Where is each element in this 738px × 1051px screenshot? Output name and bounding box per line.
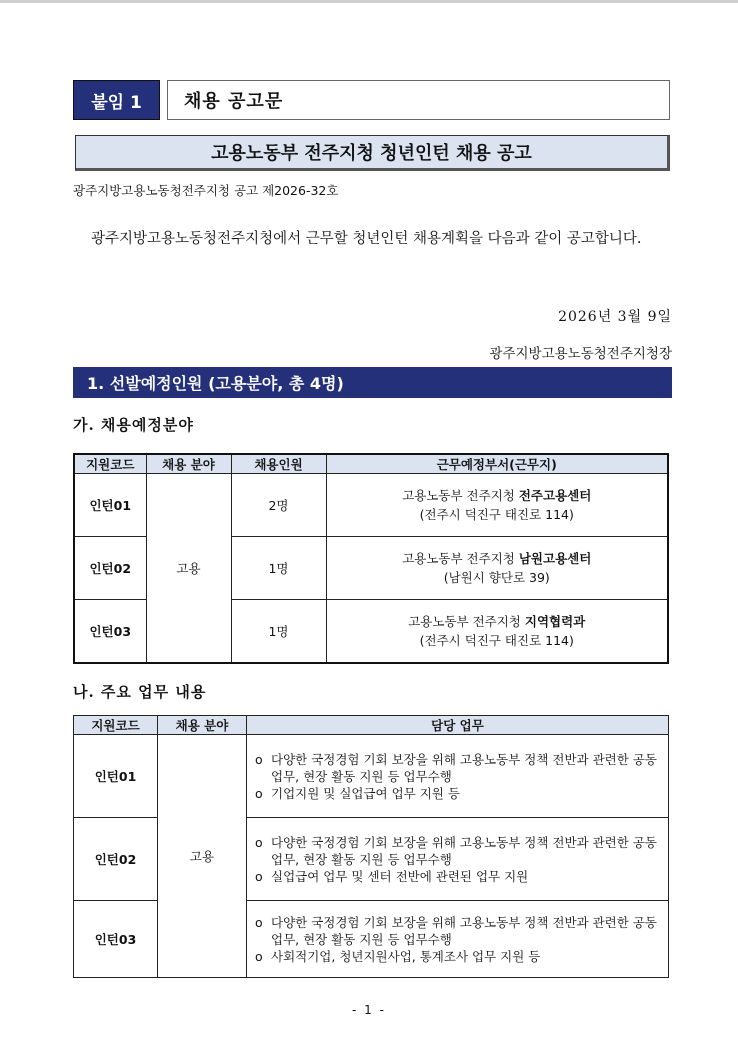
dept-address: (전주시 덕진구 태진로 114) — [419, 507, 574, 522]
applicant-code: 인턴03 — [74, 600, 146, 663]
table-header-row — [74, 454, 668, 474]
subheading-main-duties: 나. 주요 업무 내용 — [73, 683, 207, 701]
applicant-code: 인턴03 — [74, 901, 158, 978]
section-1-heading: 1. 선발예정인원 (고용분야, 총 4명) — [73, 367, 672, 398]
duty-item: o 다양한 국정경험 기회 보장을 위해 고용노동부 정책 전반과 관련한 공동업무, 현장 활동 지원 등 업무수행 — [253, 751, 664, 785]
top-border-line — [0, 0, 738, 3]
recruit-field: 고용 — [146, 474, 231, 663]
column-header: 채용 분야 — [146, 454, 231, 474]
main-duties-table — [73, 715, 669, 978]
work-department — [326, 537, 668, 600]
dept-address: (전주시 덕진구 태진로 114) — [419, 632, 574, 648]
applicant-code: 인턴02 — [74, 818, 158, 901]
applicant-code: 인턴01 — [74, 474, 146, 537]
attachment-title: 채용 공고문 — [167, 80, 670, 120]
page-title: 고용노동부 전주지청 청년인턴 채용 공고 — [75, 135, 670, 171]
duty-item: o 사회적기업, 청년지원사업, 통계조사 업무 지원 등 — [253, 948, 664, 965]
work-department — [326, 600, 668, 663]
attachment-badge: 붙임 1 — [73, 80, 160, 120]
column-header: 근무예정부서(근무지) — [326, 454, 668, 474]
duty-cell — [247, 818, 669, 901]
table-row — [74, 735, 669, 818]
column-header: 채용 분야 — [158, 716, 247, 735]
duty-item: o 다양한 국정경험 기회 보장을 위해 고용노동부 정책 전반과 관련한 공동업무, 현장 활동 지원 등 업무수행 — [253, 914, 664, 948]
work-department — [326, 474, 668, 537]
dept-name: 지역협력과 — [524, 613, 586, 629]
duty-item: o 기업지원 및 실업급여 업무 지원 등 — [253, 785, 664, 802]
announcement-date: 2026년 3월 9일 — [558, 309, 672, 325]
recruit-count: 1명 — [231, 537, 326, 600]
recruit-field: 고용 — [158, 735, 247, 978]
column-header: 지원코드 — [74, 716, 158, 735]
dept-prefix: 고용노동부 전주지청 — [402, 551, 515, 566]
subheading-recruit-fields: 가. 채용예정분야 — [73, 416, 194, 434]
dept-name: 전주고용센터 — [518, 488, 592, 503]
column-header: 지원코드 — [74, 454, 146, 474]
column-header: 채용인원 — [231, 454, 326, 474]
column-header: 담당 업무 — [247, 716, 669, 735]
dept-name: 남원고용센터 — [518, 551, 592, 566]
table-row — [74, 474, 668, 537]
duty-item: o 다양한 국정경험 기회 보장을 위해 고용노동부 정책 전반과 관련한 공동업무, 현장 활동 지원 등 업무수행 — [253, 834, 664, 868]
dept-prefix: 고용노동부 전주지청 — [408, 613, 521, 629]
intro-paragraph: 광주지방고용노동청전주지청에서 근무할 청년인턴 채용계획을 다음과 같이 공고합니다. — [91, 231, 642, 247]
applicant-code: 인턴02 — [74, 537, 146, 600]
applicant-code: 인턴01 — [74, 735, 158, 818]
dept-prefix: 고용노동부 전주지청 — [402, 488, 515, 503]
recruit-fields-table — [73, 453, 669, 664]
duty-cell — [247, 901, 669, 978]
recruit-count: 1명 — [231, 600, 326, 663]
duty-cell — [247, 735, 669, 818]
page-number: - 1 - — [352, 1003, 386, 1017]
attachment-header — [73, 80, 670, 120]
dept-address: (남원시 향단로 39) — [443, 570, 550, 585]
notice-number: 광주지방고용노동청전주지청 공고 제2026-32호 — [73, 183, 339, 198]
issuer-name: 광주지방고용노동청전주지청장 — [489, 346, 672, 362]
table-header-row — [74, 716, 669, 735]
recruit-count: 2명 — [231, 474, 326, 537]
duty-item: o 실업급여 업무 및 센터 전반에 관련된 업무 지원 — [253, 868, 664, 885]
